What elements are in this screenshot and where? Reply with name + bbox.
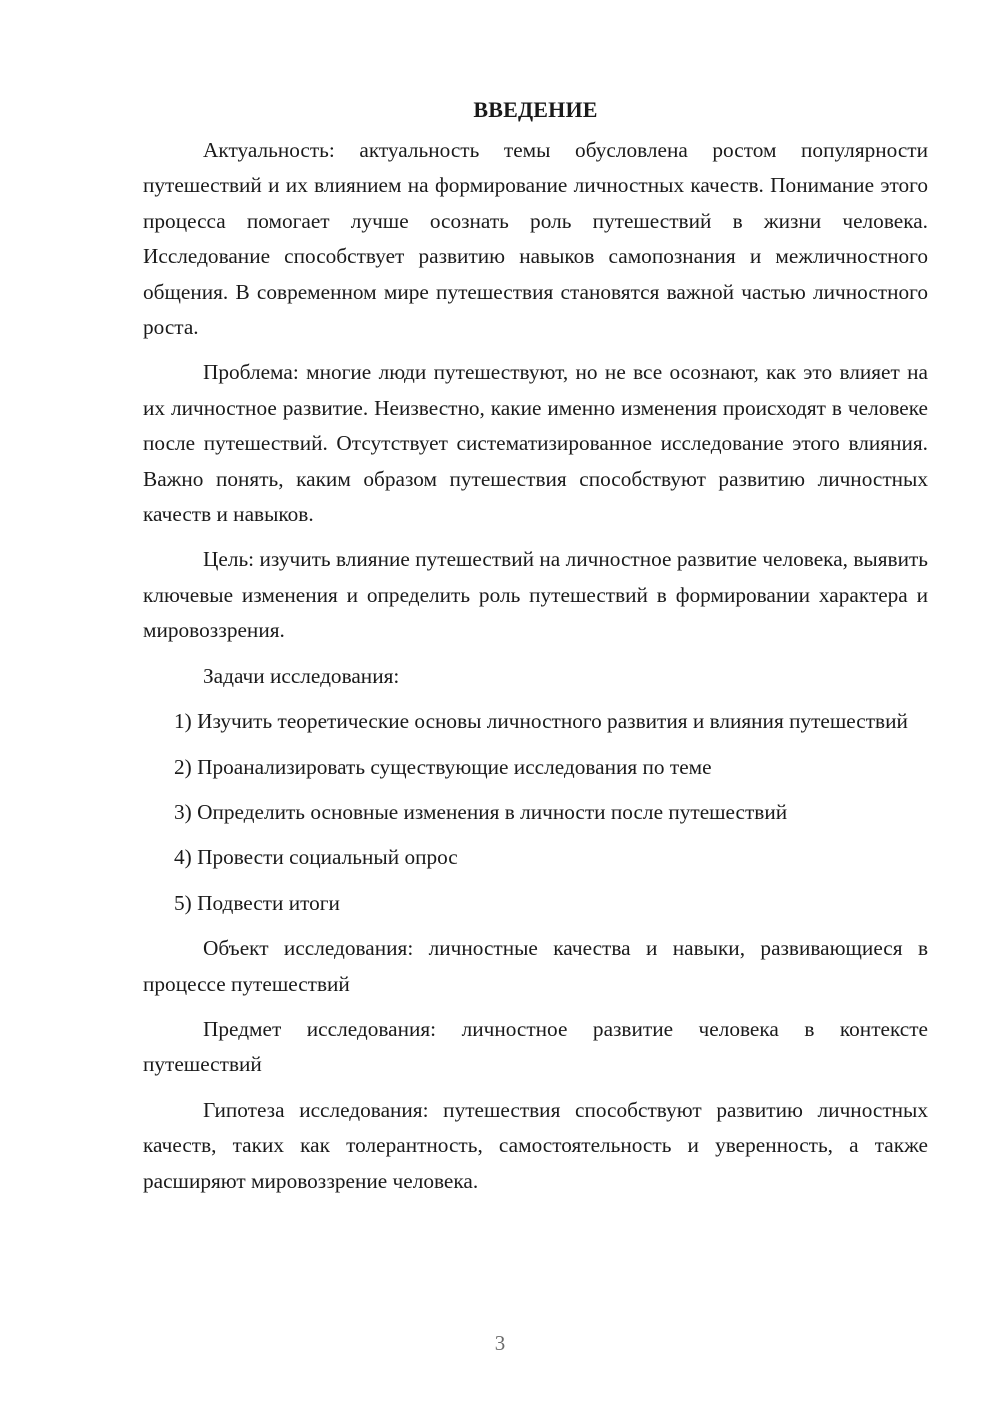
task-item-4: 4) Провести социальный опрос bbox=[174, 845, 458, 870]
paragraph-object: Объект исследования: личностные качества и навыки, развивающиеся в процессе путешествий bbox=[143, 936, 928, 996]
task-item-3: 3) Определить основные изменения в личности после путешествий bbox=[174, 799, 788, 824]
task-item-2: 2) Проанализировать существующие исследования по теме bbox=[174, 754, 712, 779]
paragraph-relevance: Актуальность: актуальность темы обусловлена ростом популярности путешествий и их влиянием на формирование личностных качеств. Понимание этого процесса помогает лучше осознать роль путешествий в жизни человека. Исследование способствует развитию навыков самопознания и межличностного общения. В современном мире путешествия становятся важной частью личностного роста. bbox=[143, 138, 928, 340]
paragraph-hypothesis: Гипотеза исследования: путешествия способствуют развитию личностных качеств, таких как толерантность, самостоятельность и уверенность, а также расширяют мировоззрение человека. bbox=[143, 1097, 928, 1193]
task-item-5: 5) Подвести итоги bbox=[174, 890, 340, 915]
task-item-1: 1) Изучить теоретические основы личностного развития и влияния путешествий bbox=[174, 709, 908, 734]
tasks-heading: Задачи исследования: bbox=[203, 663, 400, 688]
page-number: 3 bbox=[494, 1331, 506, 1355]
section-title: ВВЕДЕНИЕ bbox=[473, 97, 598, 122]
paragraph-subject: Предмет исследования: личностное развитие человека в контексте путешествий bbox=[143, 1016, 928, 1077]
document-page bbox=[143, 92, 928, 1209]
paragraph-problem: Проблема: многие люди путешествуют, но не все осознают, как это влияет на их личностное развитие. Неизвестно, какие именно изменения происходят в человеке после путешествий. Отсутствует систематизированное исследование этого влияния. Важно понять, каким образом путешествия способствуют развитию личностных качеств и навыков. bbox=[143, 360, 928, 527]
paragraph-goal: Цель: изучить влияние путешествий на личностное развитие человека, выявить ключевые изменения и определить роль путешествий в формировании характера и мировоззрения. bbox=[143, 547, 928, 643]
